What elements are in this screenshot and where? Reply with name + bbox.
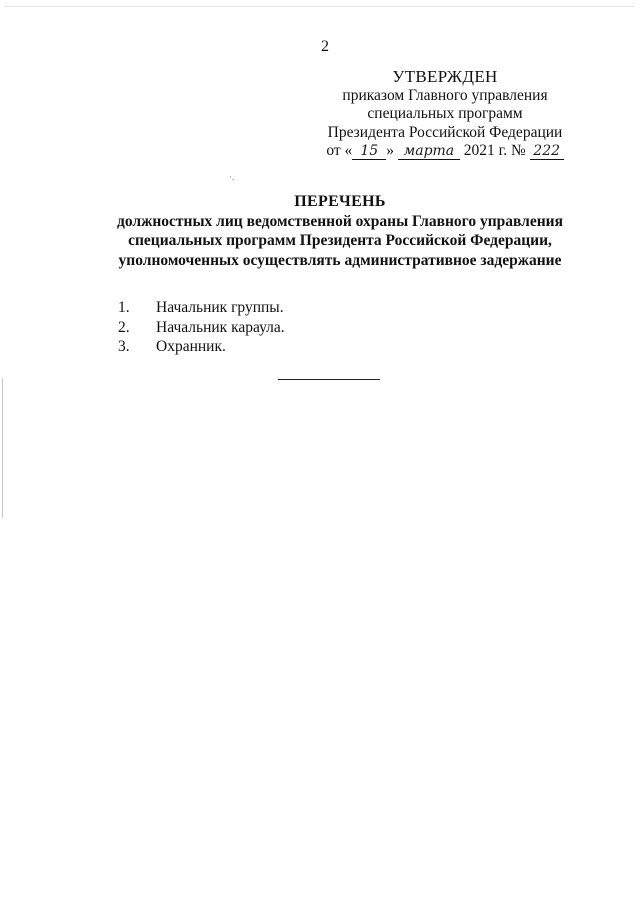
list-item [118,298,285,318]
handwritten-day: 15 [352,144,386,160]
list-item [118,337,285,357]
scan-margin-mark [2,378,3,518]
handwritten-order-number: 222 [530,144,564,160]
list-subtitle-line-2: специальных программ Президента Российской Федерации, [128,232,552,249]
approval-line-1: приказом Главного управления [342,86,548,104]
scan-speck: ·. [229,172,235,182]
list-item-number: 2. [118,318,130,336]
list-item-text: Охранник. [156,338,226,355]
handwritten-month: марта [398,144,460,160]
approval-line-3: Президента Российской Федерации [327,123,563,141]
list-subtitle-line-3: уполномоченных осуществлять административное задержание [118,251,562,269]
page-number: 2 [321,38,329,55]
list-title-block [60,192,620,270]
list-subtitle-line-1: должностных лиц ведомственной охраны Главного управления [117,212,563,230]
scan-edge-line [4,6,634,7]
date-day-close: » [386,142,395,159]
approval-line-2: специальных программ [367,105,523,122]
list-item-text: Начальник караула. [156,318,285,336]
approval-heading: УТВЕРЖДЕН [392,67,498,86]
list-item-number: 1. [118,299,130,316]
approval-stamp-block [300,68,590,161]
list-item [118,318,285,338]
date-prefix: от « [326,142,353,159]
list-item-text: Начальник группы. [156,299,284,316]
list-item-number: 3. [118,338,130,355]
list-title: ПЕРЕЧЕНЬ [294,193,386,210]
positions-list [118,298,285,357]
approval-date-line [300,142,590,161]
date-year-number-label: 2021 г. № [463,142,526,159]
end-divider-line [278,379,380,380]
